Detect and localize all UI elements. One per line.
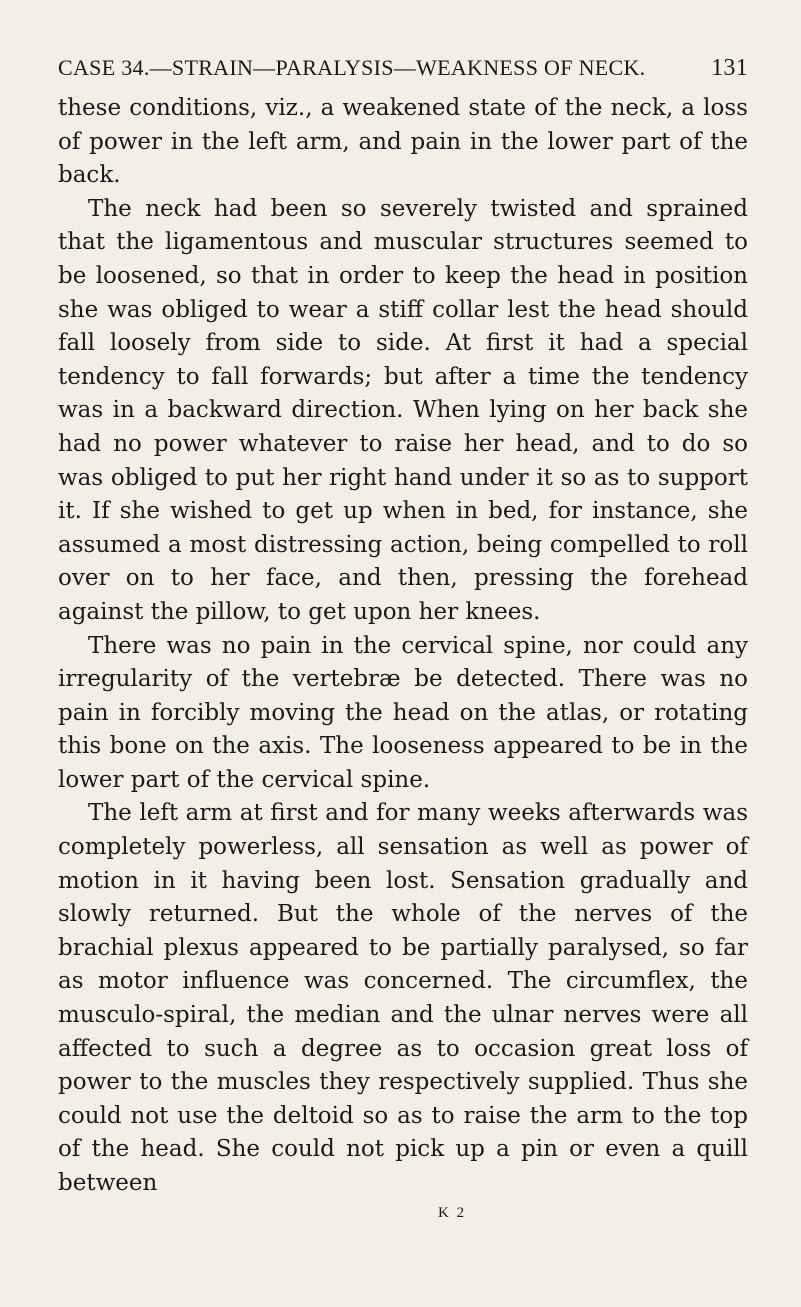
paragraph-continued: these conditions, viz., a weakened state of the neck, a loss of power in the left arm, and pain in the lower part of the back. bbox=[58, 95, 748, 189]
running-head-title: CASE 34.—STRAIN—PARALYSIS—WEAKNESS OF NECK. bbox=[58, 55, 646, 80]
paragraph-cervical-spine: There was no pain in the cervical spine, nor could any irregularity of the vertebræ be detected. There was no pain in forcibly moving the head on the atlas, or rotating this bone on the axis. The looseness appeared to be in the lower part of the cervical spine. bbox=[58, 632, 748, 793]
book-page bbox=[58, 52, 748, 1223]
signature-mark: K 2 bbox=[438, 1204, 467, 1221]
paragraph-neck-sprain: The neck had been so severely twisted and sprained that the ligamentous and muscular structures seemed to be loosened, so that in order to keep the head in position she was obliged to wear a stiff collar lest the head should fall loosely from side to side. At first it had a special tendency to fall forwards; but after a time the tendency was in a backward direction. When lying on her back she had no power whatever to raise her head, and to do so was obliged to put her right hand under it so as to support it. If she wished to get up when in bed, for instance, she assumed a most distressing action, being compelled to roll over on to her face, and then, pressing the forehead against the pillow, to get upon her knees. bbox=[58, 195, 748, 625]
paragraph-left-arm: The left arm at first and for many weeks afterwards was completely powerless, all sensation as well as power of motion in it having been lost. Sensation gradually and slowly returned. But the whole of the nerves of the brachial plexus appeared to be partially paralysed, so far as motor influence was concerned. The circumflex, the musculo-spiral, the median and the ulnar nerves were all affected to such a degree as to occasion great loss of power to the muscles they respectively supplied. Thus she could not use the deltoid so as to raise the arm to the top of the head. She could not pick up a pin or even a quill between bbox=[58, 800, 748, 1196]
page-number: 131 bbox=[711, 55, 748, 81]
running-head bbox=[58, 52, 748, 84]
body-text bbox=[58, 92, 748, 1201]
